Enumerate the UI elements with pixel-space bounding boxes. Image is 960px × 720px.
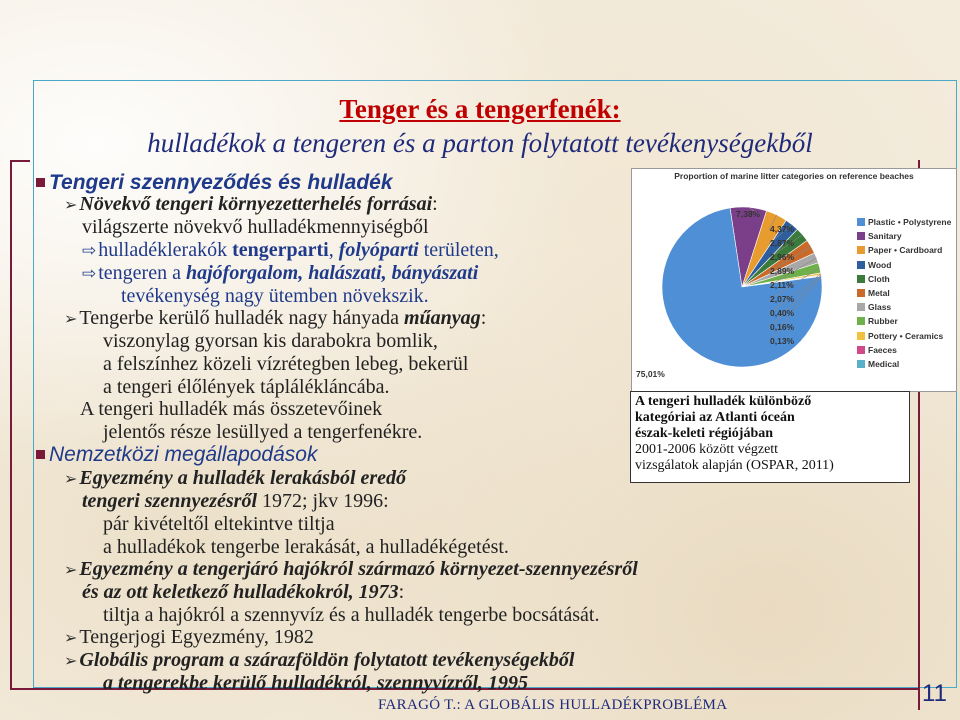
frame-line-left [10, 160, 12, 690]
square-bullet-icon [36, 178, 45, 187]
arrow-bullet-icon: ➢ [64, 469, 78, 488]
item-2-line-4: a tengeri élőlények táplálékláncába. [103, 376, 390, 398]
legend-label: Cloth [868, 273, 890, 284]
legend-swatch [857, 289, 865, 297]
legend-item-9 [857, 331, 943, 341]
agreement-4-line-2: a tengerekbe kerülő hulladékról, szennyvízről, 1995 [103, 672, 529, 694]
agreement-1-line-2: tengeri szennyezésről 1972; jkv 1996: [82, 490, 389, 512]
legend-label: Pottery • Ceramics [868, 330, 944, 341]
legend-swatch [857, 317, 865, 325]
pie-label-2: 7,38% [736, 209, 761, 219]
sub-item-1: ⇨ hulladéklerakók tengerparti, folyóparti területen, [82, 239, 499, 261]
pie-label-8: 2,07% [770, 294, 795, 304]
footer-text: FARAGÓ T.: A GLOBÁLIS HULLADÉKPROBLÉMA [378, 697, 728, 713]
legend-item-4 [857, 260, 891, 270]
item-2-line-3: a felszínhez közeli vízrétegben lebeg, bekerül [103, 353, 469, 375]
legend-item-1 [857, 217, 951, 227]
legend-item-10 [857, 345, 897, 355]
pie-label-10: 0,16% [770, 322, 795, 332]
agreement-4: ➢ Globális program a szárazföldön folytatott tevékenységekből [64, 649, 575, 671]
legend-item-7 [857, 302, 891, 312]
sub-item-2-line-2: tevékenység nagy ütemben növekszik. [121, 285, 429, 307]
pie-label-3: 4,37% [770, 224, 795, 234]
caption-line-2: kategóriai az Atlanti óceán [635, 410, 795, 425]
arrow-bullet-icon: ➢ [64, 309, 78, 328]
caption-line-3: észak-keleti régiójában [635, 426, 774, 441]
pie-label-9: 0,40% [770, 308, 795, 318]
page-number: 11 [922, 680, 947, 707]
legend-label: Wood [868, 259, 892, 270]
legend-swatch [857, 261, 865, 269]
pie-label-6: 2,89% [770, 266, 795, 276]
marine-litter-pie-chart [631, 168, 957, 392]
pie-label-4: 2,87% [770, 238, 795, 248]
section-heading-1: Tengeri szennyeződés és hulladék [36, 171, 393, 194]
caption-line-1: A tengeri hulladék különböző [635, 394, 812, 409]
item-1-line-2: világszerte növekvő hulladékmennyiségből [82, 216, 429, 238]
legend-swatch [857, 332, 865, 340]
legend-swatch [857, 346, 865, 354]
sub-item-2: ⇨ tengeren a hajóforgalom, halászati, bányászati [82, 262, 479, 284]
item-2: ➢ Tengerbe kerülő hulladék nagy hányada műanyag: [64, 307, 487, 329]
square-bullet-icon [36, 450, 45, 459]
legend-item-3 [857, 245, 942, 255]
legend-label: Faeces [868, 344, 897, 355]
chart-title: Proportion of marine litter categories on reference beaches [674, 171, 914, 181]
legend-item-2 [857, 231, 902, 241]
agreement-1-line-4: a hulladékok tengerbe lerakását, a hulladékégetést. [103, 536, 509, 558]
caption-line-5: vizsgálatok alapján (OSPAR, 2011) [635, 458, 834, 473]
arrow-bullet-icon: ➢ [64, 628, 78, 647]
caption-line-4: 2001-2006 között végzett [635, 442, 779, 457]
legend-swatch [857, 275, 865, 283]
legend-label: Glass [868, 302, 892, 313]
legend-swatch [857, 232, 865, 240]
legend-label: Sanitary [868, 231, 902, 242]
agreement-1-line-3: pár kivételtől eltekintve tiltja [103, 513, 335, 535]
slide-title: Tenger és a tengerfenék: [339, 94, 621, 124]
section-heading-2: Nemzetközi megállapodások [36, 443, 317, 466]
arrow-bullet-icon: ➢ [64, 195, 78, 214]
arrow-bullet-icon: ➢ [64, 560, 78, 579]
agreement-3: ➢ Tengerjogi Egyezmény, 1982 [64, 626, 314, 648]
agreement-1: ➢ Egyezmény a hulladék lerakásból eredő [64, 467, 407, 489]
item-2-line-5: A tengeri hulladék más összetevőinek [80, 398, 383, 420]
legend-label: Paper • Cardboard [868, 245, 943, 256]
item-1: ➢ Növekvő tengeri környezetterhelés forrásai: [64, 193, 438, 215]
legend-swatch [857, 246, 865, 254]
slide-subtitle: hulladékok a tengeren és a parton folytatott tevékenységekből [147, 128, 813, 158]
hollow-arrow-icon: ⇨ [82, 241, 97, 261]
legend-item-5 [857, 274, 890, 284]
legend-swatch [857, 360, 865, 368]
pie-label-7: 2,11% [770, 280, 794, 290]
hollow-arrow-icon: ⇨ [82, 264, 97, 284]
legend-label: Rubber [868, 316, 898, 327]
agreement-2-line-2: és az ott keletkező hulladékokról, 1973: [82, 581, 405, 603]
chart-caption [630, 391, 910, 483]
legend-label: Metal [868, 288, 890, 298]
agreement-2-line-3: tiltja a hajókról a szennyvíz és a hulladék tengerbe bocsátását. [103, 604, 600, 626]
legend-swatch [857, 218, 865, 226]
legend-item-8 [857, 316, 898, 326]
pie-label-11: 0,13% [770, 336, 795, 346]
agreement-2: ➢ Egyezmény a tengerjáró hajókról származó környezet-szennyezésről [64, 558, 638, 580]
legend-item-6 [857, 288, 890, 298]
pie-label-1: 75,01% [636, 369, 665, 379]
legend-item-11 [857, 359, 899, 369]
legend-swatch [857, 303, 865, 311]
pie-label-5: 2,96% [770, 252, 795, 262]
frame-line-top [10, 160, 30, 162]
legend-label: Medical [868, 359, 900, 369]
item-2-line-6: jelentős része lesüllyed a tengerfenékre. [103, 421, 423, 443]
pie-svg [632, 169, 956, 391]
legend-label: Plastic • Polystyrene [868, 217, 952, 227]
arrow-bullet-icon: ➢ [64, 651, 78, 670]
item-2-line-2: viszonylag gyorsan kis darabokra bomlik, [103, 330, 438, 352]
